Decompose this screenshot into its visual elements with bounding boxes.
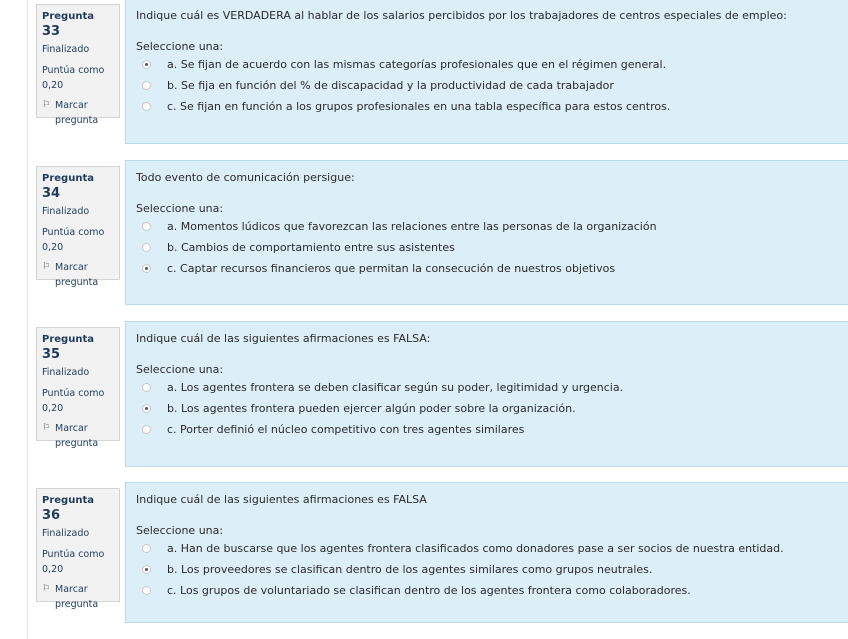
radio-button[interactable] xyxy=(142,222,151,231)
answer-options xyxy=(136,54,848,117)
answer-prompt: Seleccione una: xyxy=(136,524,224,537)
question-number: Pregunta 33 xyxy=(42,11,94,39)
question-text: Todo evento de comunicación persigue: xyxy=(136,171,355,184)
question-grade: Puntúa como 0,20 xyxy=(42,227,105,253)
radio-button[interactable] xyxy=(142,81,151,90)
radio-button[interactable] xyxy=(142,425,151,434)
flag-question-link[interactable]: ⚐ Marcar pregunta xyxy=(42,100,99,126)
radio-button[interactable] xyxy=(142,243,151,252)
radio-button-checked[interactable] xyxy=(142,404,151,413)
answer-option-b[interactable]: b. Cambios de comportamiento entre sus asistentes xyxy=(136,237,848,258)
answer-option-a[interactable]: a. Han de buscarse que los agentes frontera clasificados como donadores pase a ser socios de nuestra entidad. xyxy=(136,538,848,559)
radio-button-checked[interactable] xyxy=(142,565,151,574)
question-number: Pregunta 34 xyxy=(42,173,94,201)
question-info xyxy=(36,488,120,610)
flag-question-link[interactable]: ⚐ Marcar pregunta xyxy=(42,423,99,449)
question-text: Indique cuál es VERDADERA al hablar de los salarios percibidos por los trabajadores de centros especiales de empleo: xyxy=(136,9,787,22)
radio-button[interactable] xyxy=(142,383,151,392)
flag-icon: ⚐ xyxy=(42,262,51,272)
question-text: Indique cuál de las siguientes afirmaciones es FALSA xyxy=(136,493,427,506)
question-info xyxy=(36,327,120,449)
question-info xyxy=(36,166,120,288)
question-content xyxy=(125,321,848,467)
question-state: Finalizado xyxy=(42,528,90,539)
flag-icon: ⚐ xyxy=(42,423,51,433)
question-content xyxy=(125,482,848,623)
answer-prompt: Seleccione una: xyxy=(136,363,224,376)
answer-option-c[interactable]: c. Porter definió el núcleo competitivo con tres agentes similares xyxy=(136,419,848,440)
question-number: Pregunta 36 xyxy=(42,495,94,523)
flag-icon: ⚐ xyxy=(42,100,51,110)
radio-button[interactable] xyxy=(142,102,151,111)
question-content xyxy=(125,0,848,144)
question-content xyxy=(125,160,848,305)
answer-options xyxy=(136,216,848,279)
radio-button-checked[interactable] xyxy=(142,60,151,69)
question-text: Indique cuál de las siguientes afirmaciones es FALSA: xyxy=(136,332,431,345)
radio-button[interactable] xyxy=(142,586,151,595)
answer-prompt: Seleccione una: xyxy=(136,202,224,215)
page-left-border xyxy=(27,0,28,639)
radio-button-checked[interactable] xyxy=(142,264,151,273)
answer-option-a[interactable]: a. Los agentes frontera se deben clasificar según su poder, legitimidad y urgencia. xyxy=(136,377,848,398)
flag-question-link[interactable]: ⚐ Marcar pregunta xyxy=(42,262,99,288)
answer-options xyxy=(136,377,848,440)
question-grade: Puntúa como 0,20 xyxy=(42,65,105,91)
question-state: Finalizado xyxy=(42,206,90,217)
answer-option-c[interactable]: c. Captar recursos financieros que permitan la consecución de nuestros objetivos xyxy=(136,258,848,279)
answer-option-c[interactable]: c. Los grupos de voluntariado se clasifican dentro de los agentes frontera como colaboradores. xyxy=(136,580,848,601)
question-state: Finalizado xyxy=(42,44,90,55)
flag-icon: ⚐ xyxy=(42,584,51,594)
answer-option-a[interactable]: a. Momentos lúdicos que favorezcan las relaciones entre las personas de la organización xyxy=(136,216,848,237)
answer-option-a[interactable]: a. Se fijan de acuerdo con las mismas categorías profesionales que en el régimen general. xyxy=(136,54,848,75)
answer-option-b[interactable]: b. Se fija en función del % de discapacidad y la productividad de cada trabajador xyxy=(136,75,848,96)
question-info xyxy=(36,4,120,126)
answer-option-b[interactable]: b. Los proveedores se clasifican dentro de los agentes similares como grupos neutrales. xyxy=(136,559,848,580)
radio-button[interactable] xyxy=(142,544,151,553)
answer-option-b[interactable]: b. Los agentes frontera pueden ejercer algún poder sobre la organización. xyxy=(136,398,848,419)
question-grade: Puntúa como 0,20 xyxy=(42,388,105,414)
answer-options xyxy=(136,538,848,601)
answer-prompt: Seleccione una: xyxy=(136,40,224,53)
question-number: Pregunta 35 xyxy=(42,334,94,362)
answer-option-c[interactable]: c. Se fijan en función a los grupos profesionales en una tabla específica para estos centros. xyxy=(136,96,848,117)
question-state: Finalizado xyxy=(42,367,90,378)
flag-question-link[interactable]: ⚐ Marcar pregunta xyxy=(42,584,99,610)
question-grade: Puntúa como 0,20 xyxy=(42,549,105,575)
